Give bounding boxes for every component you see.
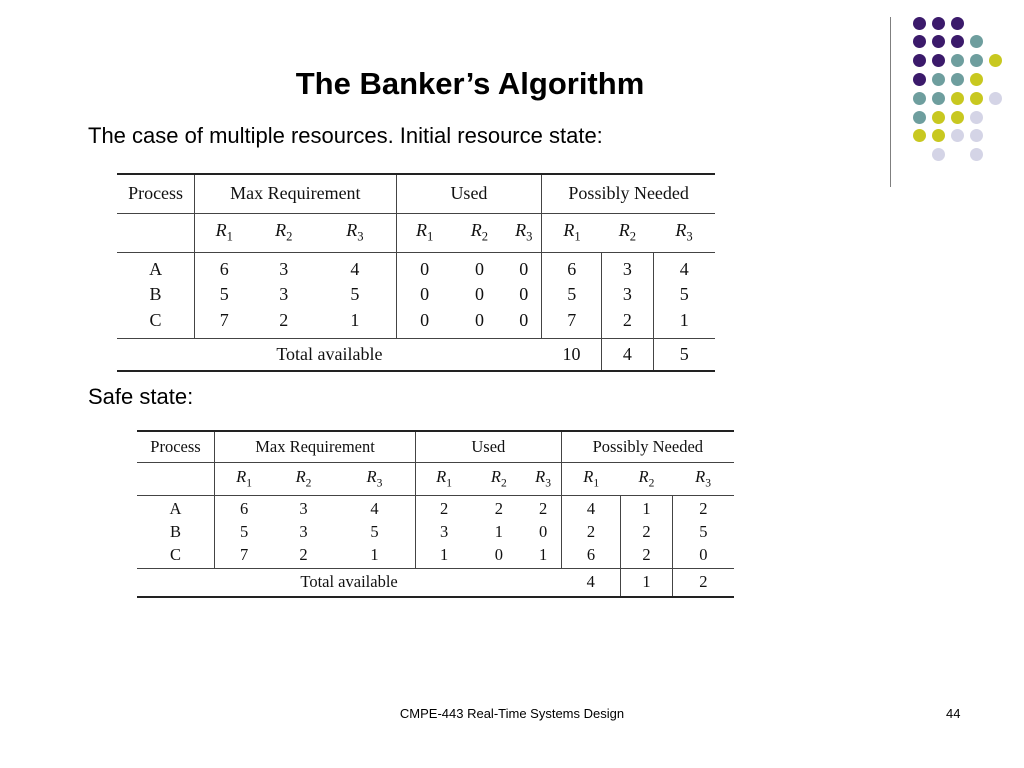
table-cell: 3 xyxy=(622,284,632,305)
table-cell: 5 xyxy=(699,521,708,541)
resource-letter: R xyxy=(215,220,227,241)
resource-subscript: 1 xyxy=(246,477,252,490)
table-cell: 2 xyxy=(699,498,708,518)
table-cell: 1 xyxy=(439,545,449,565)
resource-letter: R xyxy=(415,220,427,241)
resource-letter: R xyxy=(675,220,687,241)
process-name: B xyxy=(149,284,162,305)
decorative-dot xyxy=(932,148,945,161)
table-cell: 0 xyxy=(538,521,548,541)
table-cell: 2 xyxy=(586,521,596,541)
table-cell: 6 xyxy=(567,259,577,280)
decorative-vertical-line xyxy=(890,17,891,187)
max-requirement-header: Max Requirement xyxy=(215,431,416,462)
used-r1-header xyxy=(396,213,453,252)
resource-letter: R xyxy=(638,467,649,487)
table-cell: 5 xyxy=(219,284,229,305)
table-cell: 0 xyxy=(420,284,430,305)
decorative-dot xyxy=(951,54,964,67)
decorative-dot xyxy=(951,111,964,124)
resource-letter: R xyxy=(236,467,247,487)
needed-r3-header xyxy=(653,213,715,252)
resource-letter: R xyxy=(295,467,306,487)
table-cell: 6 xyxy=(239,498,249,518)
decorative-dot xyxy=(951,73,964,86)
resource-letter: R xyxy=(695,467,706,487)
decorative-dot xyxy=(951,129,964,142)
resource-subscript: 3 xyxy=(686,229,693,244)
resource-subscript: 1 xyxy=(426,229,434,244)
resource-subscript: 1 xyxy=(226,229,233,244)
table-cell: 2 xyxy=(642,521,651,541)
footer-course: CMPE-443 Real-Time Systems Design xyxy=(399,706,625,721)
decorative-dot xyxy=(932,35,945,48)
decorative-dot xyxy=(932,111,945,124)
used-r3-values xyxy=(506,252,542,338)
safe-state-table xyxy=(137,430,734,598)
table-cell: 2 xyxy=(494,498,503,518)
table-cell: 1 xyxy=(494,521,503,541)
max-r2-values xyxy=(273,495,334,568)
process-column xyxy=(117,252,195,338)
table-cell: 0 xyxy=(420,309,430,330)
table-cell: 5 xyxy=(370,521,379,541)
max-r2-header xyxy=(273,462,334,495)
resource-subscript: 2 xyxy=(286,229,293,244)
table-cell: 5 xyxy=(679,284,689,305)
resource-subscript: 1 xyxy=(574,229,581,244)
resource-letter: R xyxy=(618,220,630,241)
possibly-needed-header: Possibly Needed xyxy=(561,431,734,462)
resource-letter: R xyxy=(366,467,377,487)
total-r1: 10 xyxy=(542,338,602,371)
table-cell: 3 xyxy=(299,521,308,541)
decorative-dot xyxy=(989,54,1002,67)
slide-subtitle: The case of multiple resources. Initial resource state: xyxy=(88,123,603,148)
resource-letter: R xyxy=(563,220,575,241)
max-r3-values xyxy=(334,495,416,568)
process-header: Process xyxy=(117,174,195,213)
resource-subscript: 3 xyxy=(705,477,711,490)
max-r1-header xyxy=(195,213,254,252)
total-r2: 4 xyxy=(602,338,653,371)
table-cell: 2 xyxy=(622,309,632,330)
table-cell: 0 xyxy=(494,545,503,565)
decorative-dot xyxy=(913,129,926,142)
table-cell: 2 xyxy=(299,545,308,565)
safe-state-label: Safe state: xyxy=(88,384,194,409)
decorative-dot xyxy=(951,92,964,105)
used-r3-header xyxy=(526,462,562,495)
table-cell: 7 xyxy=(567,309,577,330)
table-cell: 0 xyxy=(474,309,484,330)
process-name: C xyxy=(169,545,181,565)
total-r1: 4 xyxy=(561,568,621,597)
resource-subscript: 3 xyxy=(545,477,551,490)
process-name: A xyxy=(149,259,163,280)
used-r3-header xyxy=(506,213,542,252)
needed-r2-header xyxy=(621,462,672,495)
process-name: B xyxy=(169,521,181,541)
needed-r3-values xyxy=(672,495,734,568)
resource-letter: R xyxy=(490,467,501,487)
table-cell: 7 xyxy=(239,545,249,565)
decorative-dot xyxy=(932,129,945,142)
resource-subscript: 2 xyxy=(500,477,507,490)
resource-letter: R xyxy=(470,220,482,241)
resource-subscript: 1 xyxy=(446,477,453,490)
table-cell: 5 xyxy=(239,521,249,541)
resource-letter: R xyxy=(535,467,546,487)
table-cell: 2 xyxy=(439,498,449,518)
max-r1-values xyxy=(215,495,274,568)
max-r1-header xyxy=(215,462,274,495)
table-cell: 5 xyxy=(567,284,577,305)
max-r3-values xyxy=(314,252,396,338)
table-cell: 3 xyxy=(279,259,289,280)
resource-subscript: 2 xyxy=(648,477,655,490)
needed-r2-values xyxy=(621,495,672,568)
table-cell: 2 xyxy=(279,309,289,330)
table-cell: 1 xyxy=(350,309,360,330)
process-column xyxy=(137,495,215,568)
total-r3: 5 xyxy=(653,338,715,371)
resource-subscript: 3 xyxy=(357,229,364,244)
table-cell: 0 xyxy=(420,259,430,280)
table-cell: 0 xyxy=(519,259,529,280)
table-cell: 2 xyxy=(642,545,651,565)
table-cell: 0 xyxy=(474,259,484,280)
slide-title: The Banker’s Algorithm xyxy=(295,66,645,101)
needed-r1-header xyxy=(561,462,621,495)
decorative-dot xyxy=(970,111,983,124)
table-cell: 0 xyxy=(474,284,484,305)
decorative-dot xyxy=(970,54,983,67)
resource-letter: R xyxy=(275,220,287,241)
used-r2-values xyxy=(453,252,507,338)
table-cell: 4 xyxy=(370,498,379,518)
table-cell: 3 xyxy=(279,284,289,305)
table-cell: 4 xyxy=(679,259,689,280)
max-r3-header xyxy=(334,462,416,495)
max-r2-values xyxy=(253,252,314,338)
decorative-dot xyxy=(913,111,926,124)
table-cell: 3 xyxy=(299,498,308,518)
needed-r3-header xyxy=(672,462,734,495)
table-cell: 4 xyxy=(586,498,596,518)
used-r2-header xyxy=(453,213,507,252)
resource-subscript: 3 xyxy=(376,477,383,490)
used-header: Used xyxy=(416,431,562,462)
max-r3-header xyxy=(314,213,396,252)
resource-subscript: 2 xyxy=(481,229,489,244)
decorative-dot xyxy=(970,148,983,161)
used-r1-header xyxy=(416,462,473,495)
table-cell: 1 xyxy=(538,545,548,565)
decorative-dot xyxy=(913,17,926,30)
decorative-dot xyxy=(932,17,945,30)
decorative-dot xyxy=(989,92,1002,105)
decorative-dot xyxy=(970,129,983,142)
table-cell: 6 xyxy=(586,545,596,565)
needed-r3-values xyxy=(653,252,715,338)
decorative-dot xyxy=(913,35,926,48)
resource-subscript: 2 xyxy=(305,477,312,490)
decorative-dot xyxy=(951,35,964,48)
process-name: A xyxy=(169,498,182,518)
needed-r2-header xyxy=(602,213,653,252)
table-cell: 0 xyxy=(699,545,708,565)
table-cell: 3 xyxy=(439,521,449,541)
resource-subscript: 1 xyxy=(593,477,600,490)
table-cell: 3 xyxy=(622,259,632,280)
process-subheader-blank xyxy=(117,213,195,252)
table-cell: 6 xyxy=(219,259,229,280)
initial-state-table xyxy=(117,173,715,372)
table-cell: 2 xyxy=(538,498,548,518)
table-cell: 4 xyxy=(350,259,360,280)
resource-subscript: 3 xyxy=(526,229,533,244)
needed-r1-header xyxy=(542,213,602,252)
max-requirement-header: Max Requirement xyxy=(195,174,396,213)
resource-letter: R xyxy=(515,220,527,241)
used-r2-values xyxy=(472,495,525,568)
table-cell: 0 xyxy=(519,309,529,330)
decorative-dot xyxy=(951,17,964,30)
needed-r1-values xyxy=(542,252,602,338)
decorative-dot xyxy=(970,92,983,105)
table-cell: 1 xyxy=(370,545,379,565)
possibly-needed-header: Possibly Needed xyxy=(542,174,715,213)
resource-letter: R xyxy=(583,467,594,487)
table-cell: 7 xyxy=(219,309,229,330)
resource-letter: R xyxy=(436,467,447,487)
used-r3-values xyxy=(526,495,562,568)
table-cell: 1 xyxy=(679,309,689,330)
max-r2-header xyxy=(253,213,314,252)
decorative-dot xyxy=(970,35,983,48)
process-header: Process xyxy=(137,431,215,462)
used-r2-header xyxy=(472,462,525,495)
table-cell: 0 xyxy=(519,284,529,305)
resource-subscript: 2 xyxy=(629,229,636,244)
total-available-label: Total available xyxy=(137,568,561,597)
needed-r1-values xyxy=(561,495,621,568)
used-r1-values xyxy=(396,252,453,338)
decorative-dot xyxy=(970,73,983,86)
total-r3: 2 xyxy=(672,568,734,597)
resource-letter: R xyxy=(346,220,358,241)
table-cell: 5 xyxy=(350,284,360,305)
process-subheader-blank xyxy=(137,462,215,495)
page-number: 44 xyxy=(946,706,961,721)
total-available-label: Total available xyxy=(117,338,542,371)
total-r2: 1 xyxy=(621,568,672,597)
used-header: Used xyxy=(396,174,542,213)
table-cell: 1 xyxy=(642,498,651,518)
process-name: C xyxy=(149,309,162,330)
needed-r2-values xyxy=(602,252,653,338)
max-r1-values xyxy=(195,252,254,338)
used-r1-values xyxy=(416,495,473,568)
